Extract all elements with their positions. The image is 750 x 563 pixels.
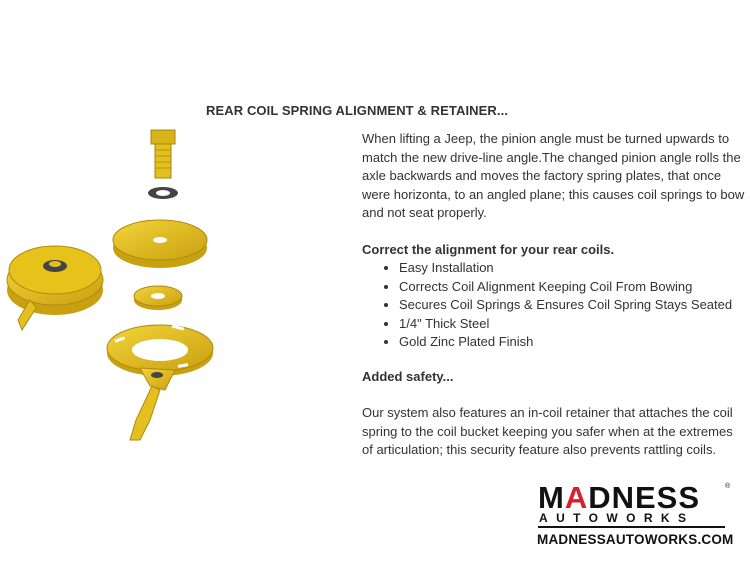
retainer-clip-part	[130, 368, 175, 440]
feature-item: • Secures Coil Springs & Ensures Coil Spring Stays Seated	[399, 296, 747, 315]
feature-list	[362, 259, 747, 352]
logo-wordmark: MADNESS	[538, 480, 701, 515]
large-washer-part	[113, 220, 207, 268]
alignment-heading: Correct the alignment for your rear coils.	[362, 241, 615, 257]
logo-url: MADNESSAUTOWORKS.COM	[537, 532, 734, 547]
small-washer-part	[134, 286, 182, 310]
retainer-plate-part	[107, 324, 213, 376]
page-title: REAR COIL SPRING ALIGNMENT & RETAINER...	[206, 103, 509, 118]
description-column	[362, 130, 747, 460]
registered-mark: ®	[725, 483, 731, 490]
safety-paragraph: Our system also features an in-coil retainer that attaches the coil spring to the coil bucket keeping you safer when at the extremes of articulation; this security feature also prevents rattling coils.	[362, 405, 733, 457]
brand-logo	[535, 480, 735, 550]
intro-paragraph: When lifting a Jeep, the pinion angle must be turned upwards to match the new drive-line angle.The changed pinion angle rolls the axle backwards and moves the factory spring plates, that once were horizonta, to an angled plane; this causes coil springs to bow and not seat properly.	[362, 131, 745, 220]
feature-item: • Easy Installation	[399, 259, 747, 278]
safety-heading: Added safety...	[362, 368, 454, 384]
feature-item: • Corrects Coil Alignment Keeping Coil From Bowing	[399, 278, 747, 297]
assembled-unit-part	[7, 246, 103, 330]
logo-divider	[538, 526, 725, 528]
bolt-part	[151, 130, 175, 178]
feature-item: • Gold Zinc Plated Finish	[399, 333, 747, 352]
logo-subtitle: AUTOWORKS	[539, 511, 695, 525]
lock-washer-part	[148, 187, 178, 199]
parts-illustration	[0, 120, 240, 460]
feature-item: • 1/4" Thick Steel	[399, 315, 747, 334]
